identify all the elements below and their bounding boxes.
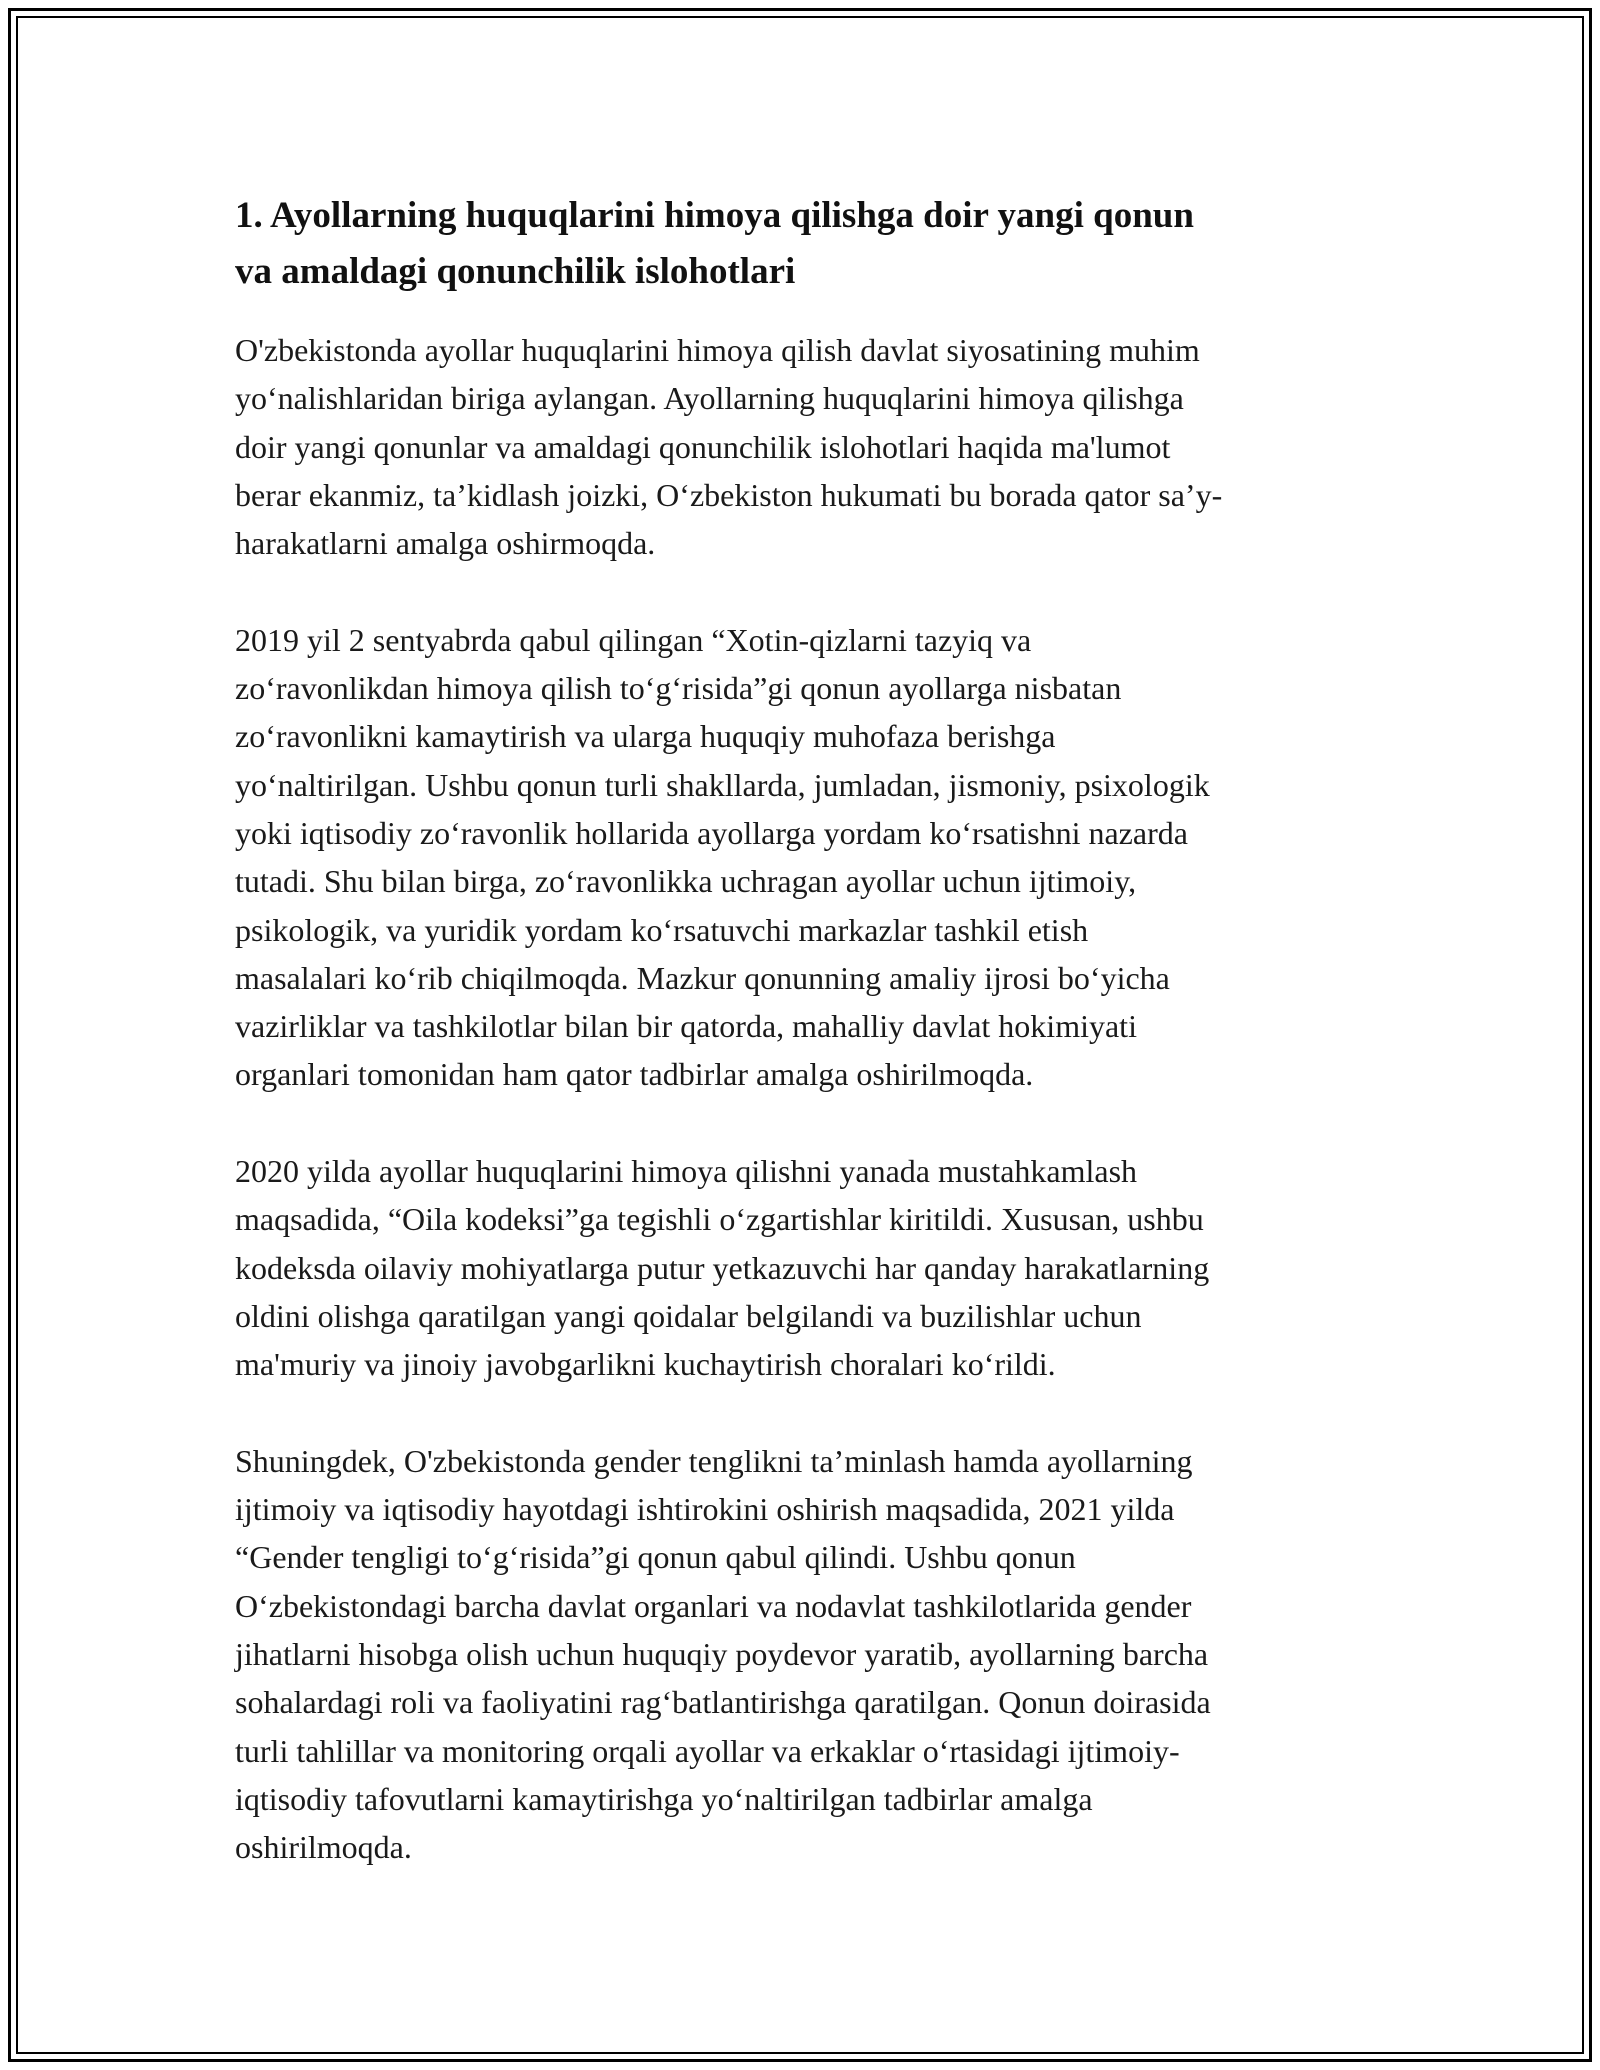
text-line: psikologik, va yuridik yordam ko‘rsatuvchi markazlar tashkil etish (235, 911, 1089, 948)
text-line: ma'muriy va jinoiy javobgarlikni kuchaytirish choralari ko‘rildi. (235, 1346, 1056, 1383)
text-line: iqtisodiy tafovutlarni kamaytirishga yo‘naltirilgan tadbirlar amalga (235, 1780, 1093, 1817)
text-line: tutadi. Shu bilan birga, zo‘ravonlikka uchragan ayollar uchun ijtimoiy, (235, 863, 1137, 900)
text-line: O'zbekistonda ayollar huquqlarini himoya qilish davlat siyosatining muhim (235, 332, 1200, 368)
text-line: 2020 yilda ayollar huquqlarini himoya qilishni yanada mustahkamlash (235, 1153, 1138, 1190)
text-line: ijtimoiy va iqtisodiy hayotdagi ishtirokini oshirish maqsadida, 2021 yilda (235, 1491, 1175, 1528)
text-line: masalalari ko‘rib chiqilmoqda. Mazkur qonunning amaliy ijrosi bo‘yicha (235, 959, 1170, 996)
text-line: jihatlarni hisobga olish uchun huquqiy poydevor yaratib, ayollarning barcha (235, 1636, 1209, 1673)
text-line: yoki iqtisodiy zo‘ravonlik hollarida ayollarga yordam ko‘rsatishni nazarda (235, 814, 1188, 851)
text-line: zo‘ravonlikni kamaytirish va ularga huquqiy muhofaza berishga (235, 718, 1056, 755)
text-line: vazirliklar va tashkilotlar bilan bir qatorda, mahalliy davlat hokimiyati (235, 1008, 1137, 1045)
section-heading-line: 1. Ayollarning huquqlarini himoya qilishga doir yangi qonun (235, 195, 1194, 236)
text-line: yo‘nalishlaridan biriga aylangan. Ayollarning huquqlarini himoya qilishga (235, 380, 1184, 417)
paragraph-2020-family-code (235, 1147, 1375, 1388)
text-line: sohalardagi roli va faoliyatini rag‘batlantirishga qaratilgan. Qonun doirasida (235, 1684, 1211, 1721)
text-line: berar ekanmiz, ta’kidlash joizki, O‘zbekiston hukumati bu borada qator sa’y- (235, 476, 1223, 513)
text-line: zo‘ravonlikdan himoya qilish to‘g‘risida”gi qonun ayollarga nisbatan (235, 670, 1122, 707)
text-line: harakatlarni amalga oshirmoqda. (235, 525, 656, 562)
text-line: oshirilmoqda. (235, 1829, 412, 1866)
text-line: maqsadida, “Oila kodeksi”ga tegishli o‘zgartishlar kiritildi. Xususan, ushbu (235, 1201, 1204, 1238)
paragraph-2019-law (235, 616, 1375, 1099)
text-line: organlari tomonidan ham qator tadbirlar amalga oshirilmoqda. (235, 1056, 1034, 1093)
text-line: kodeksda oilaviy mohiyatlarga putur yetkazuvchi har qanday harakatlarning (235, 1249, 1210, 1286)
text-line: yo‘naltirilgan. Ushbu qonun turli shakllarda, jumladan, jismoniy, psixologik (235, 766, 1210, 803)
text-line: oldini olishga qaratilgan yangi qoidalar belgilandi va buzilishlar uchun (235, 1297, 1142, 1334)
section-heading-line: va amaldagi qonunchilik islohotlari (235, 251, 796, 292)
document-body (235, 188, 1375, 1872)
text-line: “Gender tengligi to‘g‘risida”gi qonun qabul qilindi. Ushbu qonun (235, 1539, 1076, 1576)
text-line: 2019 yil 2 sentyabrda qabul qilingan “Xotin-qizlarni tazyiq va (235, 621, 1032, 658)
text-line: Shuningdek, O'zbekistonda gender tenglikni ta’minlash hamda ayollarning (235, 1442, 1193, 1479)
paragraph-2021-gender-law (235, 1437, 1375, 1872)
text-line: O‘zbekistondagi barcha davlat organlari va nodavlat tashkilotlarida gender (235, 1587, 1192, 1624)
paragraph-intro (235, 326, 1375, 567)
section-heading (235, 188, 1375, 300)
text-line: doir yangi qonunlar va amaldagi qonunchilik islohotlari haqida ma'lumot (235, 428, 1171, 465)
text-line: turli tahlillar va monitoring orqali ayollar va erkaklar o‘rtasidagi ijtimoiy- (235, 1732, 1180, 1769)
